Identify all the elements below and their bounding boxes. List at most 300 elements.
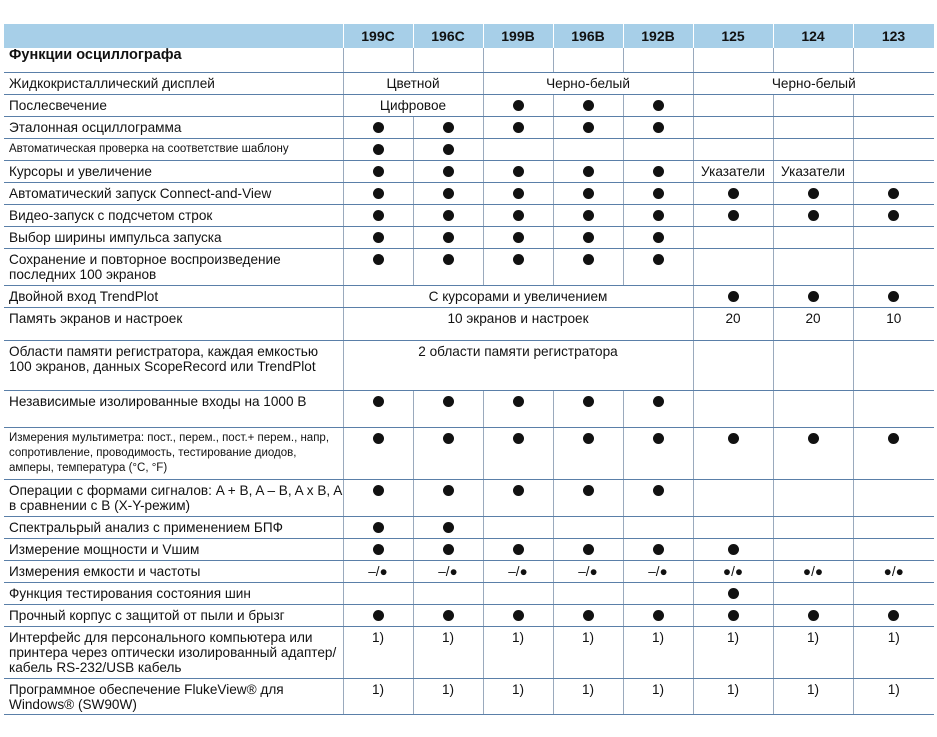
table-cell: –/● xyxy=(483,560,553,582)
table-row xyxy=(4,427,934,479)
header-corner xyxy=(4,24,343,48)
table-row xyxy=(4,626,934,678)
table-cell: 1) xyxy=(853,678,934,714)
table-row xyxy=(4,390,934,427)
table-cell xyxy=(693,94,773,116)
table-cell xyxy=(483,582,553,604)
table-row xyxy=(4,226,934,248)
feature-dot-cell xyxy=(413,427,483,479)
bullet-dot-icon xyxy=(513,610,524,621)
feature-dot-cell xyxy=(413,204,483,226)
table-cell: 20 xyxy=(773,307,853,340)
bullet-dot-icon xyxy=(513,122,524,133)
table-cell: 1) xyxy=(623,626,693,678)
table-cell: 1) xyxy=(483,678,553,714)
table-cell xyxy=(693,48,773,72)
feature-dot-cell xyxy=(553,538,623,560)
table-cell xyxy=(553,48,623,72)
feature-dot-cell xyxy=(413,182,483,204)
feature-dot-cell xyxy=(693,285,773,307)
bullet-dot-icon xyxy=(583,610,594,621)
column-header: 123 xyxy=(853,24,934,48)
bullet-dot-icon xyxy=(808,210,819,221)
table-cell xyxy=(853,582,934,604)
table-cell: Указатели xyxy=(693,160,773,182)
feature-dot-cell xyxy=(483,479,553,516)
table-cell xyxy=(553,516,623,538)
table-cell xyxy=(343,48,413,72)
bullet-dot-icon xyxy=(653,396,664,407)
feature-dot-cell xyxy=(413,516,483,538)
row-label: Память экранов и настроек xyxy=(4,307,343,340)
table-cell xyxy=(623,582,693,604)
table-cell xyxy=(773,94,853,116)
feature-dot-cell xyxy=(483,204,553,226)
table-cell: 2 области памяти регистратора xyxy=(343,340,693,390)
feature-dot-cell xyxy=(343,226,413,248)
column-header: 196C xyxy=(413,24,483,48)
feature-dot-cell xyxy=(343,604,413,626)
feature-dot-cell xyxy=(853,204,934,226)
bullet-dot-icon xyxy=(728,588,739,599)
table-cell: Черно-белый xyxy=(693,72,934,94)
table-cell xyxy=(853,340,934,390)
table-cell: Цифровое xyxy=(343,94,483,116)
table-cell xyxy=(623,516,693,538)
table-row xyxy=(4,479,934,516)
table-cell xyxy=(773,390,853,427)
feature-dot-cell xyxy=(773,604,853,626)
table-row xyxy=(4,538,934,560)
table-row xyxy=(4,582,934,604)
table-cell xyxy=(553,582,623,604)
bullet-dot-icon xyxy=(728,610,739,621)
bullet-dot-icon xyxy=(583,396,594,407)
feature-dot-cell xyxy=(483,427,553,479)
bullet-dot-icon xyxy=(728,188,739,199)
bullet-dot-icon xyxy=(653,166,664,177)
table-cell xyxy=(413,582,483,604)
feature-dot-cell xyxy=(483,390,553,427)
table-row xyxy=(4,248,934,285)
bullet-dot-icon xyxy=(443,188,454,199)
table-cell xyxy=(853,516,934,538)
table-cell: –/● xyxy=(343,560,413,582)
table-cell xyxy=(773,582,853,604)
bullet-dot-icon xyxy=(728,210,739,221)
row-label: Функция тестирования состояния шин xyxy=(4,582,343,604)
feature-dot-cell xyxy=(483,604,553,626)
feature-dot-cell xyxy=(343,160,413,182)
table-row xyxy=(4,307,934,340)
row-label: Независимые изолированные входы на 1000 В xyxy=(4,390,343,427)
column-header: 196B xyxy=(553,24,623,48)
feature-dot-cell xyxy=(413,248,483,285)
bullet-dot-icon xyxy=(443,254,454,265)
feature-dot-cell xyxy=(343,182,413,204)
feature-dot-cell xyxy=(773,182,853,204)
table-cell xyxy=(853,116,934,138)
table-cell: –/● xyxy=(553,560,623,582)
feature-dot-cell xyxy=(623,116,693,138)
table-cell xyxy=(693,479,773,516)
feature-dot-cell xyxy=(623,479,693,516)
table-cell xyxy=(773,248,853,285)
table-cell xyxy=(773,538,853,560)
bullet-dot-icon xyxy=(653,188,664,199)
feature-dot-cell xyxy=(623,248,693,285)
feature-dot-cell xyxy=(853,285,934,307)
table-cell: 1) xyxy=(413,678,483,714)
table-cell xyxy=(483,138,553,160)
bullet-dot-icon xyxy=(443,122,454,133)
column-header: 199C xyxy=(343,24,413,48)
table-row xyxy=(4,160,934,182)
table-cell xyxy=(553,138,623,160)
bullet-dot-icon xyxy=(373,122,384,133)
row-label: Жидкокристаллический дисплей xyxy=(4,72,343,94)
row-label: Интерфейс для персонального компьютера или принтера через оптически изолированный адаптер/кабель RS-232/USB кабель xyxy=(4,626,343,678)
row-label: Эталонная осциллограмма xyxy=(4,116,343,138)
feature-dot-cell xyxy=(483,538,553,560)
table-cell xyxy=(853,538,934,560)
table-cell xyxy=(853,479,934,516)
table-row xyxy=(4,72,934,94)
table-cell xyxy=(693,248,773,285)
table-row xyxy=(4,604,934,626)
table-cell: 1) xyxy=(343,678,413,714)
feature-dot-cell xyxy=(623,538,693,560)
bullet-dot-icon xyxy=(583,544,594,555)
feature-dot-cell xyxy=(853,427,934,479)
table-cell xyxy=(773,479,853,516)
feature-dot-cell xyxy=(483,160,553,182)
bullet-dot-icon xyxy=(888,291,899,302)
bullet-dot-icon xyxy=(443,544,454,555)
bullet-dot-icon xyxy=(888,210,899,221)
bullet-dot-icon xyxy=(808,188,819,199)
column-header: 192B xyxy=(623,24,693,48)
table-cell: 1) xyxy=(553,678,623,714)
row-label: Измерения мультиметра: пост., перем., пост.+ перем., напр, сопротивление, проводимость, тестирование диодов, амперы, температура (°C, °F) xyxy=(4,427,343,479)
row-label: Автоматическая проверка на соответствие шаблону xyxy=(4,138,343,160)
feature-dot-cell xyxy=(343,516,413,538)
feature-dot-cell xyxy=(693,604,773,626)
bullet-dot-icon xyxy=(583,210,594,221)
table-cell xyxy=(853,48,934,72)
bullet-dot-icon xyxy=(443,610,454,621)
bullet-dot-icon xyxy=(513,166,524,177)
table-cell xyxy=(773,48,853,72)
table-cell xyxy=(693,226,773,248)
table-cell xyxy=(693,390,773,427)
feature-dot-cell xyxy=(483,182,553,204)
table-cell xyxy=(773,138,853,160)
feature-dot-cell xyxy=(553,182,623,204)
table-cell xyxy=(773,516,853,538)
bullet-dot-icon xyxy=(653,254,664,265)
table-row xyxy=(4,340,934,390)
feature-dot-cell xyxy=(413,390,483,427)
bullet-dot-icon xyxy=(373,144,384,155)
feature-dot-cell xyxy=(483,94,553,116)
feature-dot-cell xyxy=(553,604,623,626)
bullet-dot-icon xyxy=(653,122,664,133)
bullet-dot-icon xyxy=(728,544,739,555)
section-row xyxy=(4,48,934,72)
feature-dot-cell xyxy=(413,226,483,248)
feature-dot-cell xyxy=(413,160,483,182)
table-cell xyxy=(693,516,773,538)
table-cell xyxy=(483,48,553,72)
bullet-dot-icon xyxy=(583,232,594,243)
bullet-dot-icon xyxy=(373,522,384,533)
bullet-dot-icon xyxy=(513,188,524,199)
table-row xyxy=(4,138,934,160)
bullet-dot-icon xyxy=(653,210,664,221)
bullet-dot-icon xyxy=(888,188,899,199)
feature-dot-cell xyxy=(623,204,693,226)
feature-dot-cell xyxy=(693,204,773,226)
feature-dot-cell xyxy=(623,226,693,248)
feature-dot-cell xyxy=(553,116,623,138)
bullet-dot-icon xyxy=(443,396,454,407)
table-cell xyxy=(413,48,483,72)
table-cell xyxy=(853,390,934,427)
table-cell xyxy=(853,226,934,248)
row-label: Программное обеспечение FlukeView® для Windows® (SW90W) xyxy=(4,678,343,714)
feature-dot-cell xyxy=(693,427,773,479)
feature-dot-cell xyxy=(623,427,693,479)
bullet-dot-icon xyxy=(513,544,524,555)
feature-dot-cell xyxy=(343,390,413,427)
feature-dot-cell xyxy=(693,582,773,604)
row-label: Видео-запуск с подсчетом строк xyxy=(4,204,343,226)
table-cell: ●/● xyxy=(773,560,853,582)
table-cell xyxy=(623,48,693,72)
bullet-dot-icon xyxy=(808,291,819,302)
table-cell: 20 xyxy=(693,307,773,340)
feature-dot-cell xyxy=(693,538,773,560)
feature-dot-cell xyxy=(553,160,623,182)
table-cell xyxy=(773,340,853,390)
table-row xyxy=(4,94,934,116)
table-body xyxy=(4,48,934,714)
bullet-dot-icon xyxy=(513,485,524,496)
row-label: Послесвечение xyxy=(4,94,343,116)
row-label: Выбор ширины импульса запуска xyxy=(4,226,343,248)
bullet-dot-icon xyxy=(513,254,524,265)
column-header: 124 xyxy=(773,24,853,48)
table-row xyxy=(4,204,934,226)
table-cell: 1) xyxy=(773,678,853,714)
feature-dot-cell xyxy=(623,160,693,182)
bullet-dot-icon xyxy=(653,100,664,111)
bullet-dot-icon xyxy=(443,210,454,221)
table-cell: 1) xyxy=(773,626,853,678)
table-cell xyxy=(623,138,693,160)
bullet-dot-icon xyxy=(373,210,384,221)
feature-dot-cell xyxy=(343,248,413,285)
bullet-dot-icon xyxy=(443,144,454,155)
table-cell: 1) xyxy=(853,626,934,678)
bullet-dot-icon xyxy=(373,188,384,199)
table-cell: ●/● xyxy=(693,560,773,582)
table-cell: Указатели xyxy=(773,160,853,182)
section-title: Функции осциллографа xyxy=(4,48,343,72)
bullet-dot-icon xyxy=(808,433,819,444)
bullet-dot-icon xyxy=(373,610,384,621)
feature-dot-cell xyxy=(553,427,623,479)
bullet-dot-icon xyxy=(373,485,384,496)
bullet-dot-icon xyxy=(728,433,739,444)
bullet-dot-icon xyxy=(443,433,454,444)
feature-dot-cell xyxy=(553,390,623,427)
bullet-dot-icon xyxy=(583,188,594,199)
row-label: Сохранение и повторное воспроизведение последних 100 экранов xyxy=(4,248,343,285)
bullet-dot-icon xyxy=(513,396,524,407)
feature-dot-cell xyxy=(553,226,623,248)
table-row xyxy=(4,560,934,582)
feature-dot-cell xyxy=(413,116,483,138)
feature-dot-cell xyxy=(553,204,623,226)
feature-dot-cell xyxy=(773,204,853,226)
bullet-dot-icon xyxy=(653,433,664,444)
table-cell xyxy=(343,582,413,604)
bullet-dot-icon xyxy=(583,433,594,444)
table-cell: 1) xyxy=(693,678,773,714)
feature-dot-cell xyxy=(553,94,623,116)
feature-dot-cell xyxy=(553,248,623,285)
table-cell xyxy=(693,138,773,160)
table-cell: 1) xyxy=(693,626,773,678)
row-label: Спектральрый анализ с применением БПФ xyxy=(4,516,343,538)
table-row xyxy=(4,116,934,138)
feature-dot-cell xyxy=(623,94,693,116)
feature-dot-cell xyxy=(413,479,483,516)
bullet-dot-icon xyxy=(653,544,664,555)
bullet-dot-icon xyxy=(653,485,664,496)
table-cell xyxy=(693,116,773,138)
feature-dot-cell xyxy=(413,538,483,560)
table-cell: 10 экранов и настроек xyxy=(343,307,693,340)
feature-dot-cell xyxy=(343,427,413,479)
table-row xyxy=(4,516,934,538)
row-label: Двойной вход TrendPlot xyxy=(4,285,343,307)
table-cell xyxy=(853,248,934,285)
feature-dot-cell xyxy=(623,390,693,427)
bullet-dot-icon xyxy=(443,485,454,496)
bullet-dot-icon xyxy=(513,232,524,243)
bullet-dot-icon xyxy=(443,166,454,177)
table-cell xyxy=(853,94,934,116)
table-cell xyxy=(773,116,853,138)
bullet-dot-icon xyxy=(583,100,594,111)
bullet-dot-icon xyxy=(583,166,594,177)
feature-dot-cell xyxy=(693,182,773,204)
bullet-dot-icon xyxy=(373,254,384,265)
features-table xyxy=(4,24,935,715)
header-row xyxy=(4,24,934,48)
feature-dot-cell xyxy=(413,604,483,626)
bullet-dot-icon xyxy=(513,210,524,221)
bullet-dot-icon xyxy=(583,254,594,265)
feature-dot-cell xyxy=(343,538,413,560)
table-row xyxy=(4,678,934,714)
bullet-dot-icon xyxy=(373,433,384,444)
bullet-dot-icon xyxy=(373,232,384,243)
table-cell xyxy=(693,340,773,390)
bullet-dot-icon xyxy=(653,232,664,243)
bullet-dot-icon xyxy=(513,433,524,444)
row-label: Измерение мощности и Vшим xyxy=(4,538,343,560)
bullet-dot-icon xyxy=(373,396,384,407)
table-cell: 1) xyxy=(483,626,553,678)
bullet-dot-icon xyxy=(443,522,454,533)
table-cell: ●/● xyxy=(853,560,934,582)
table-cell: 10 xyxy=(853,307,934,340)
bullet-dot-icon xyxy=(728,291,739,302)
table-cell xyxy=(773,226,853,248)
feature-dot-cell xyxy=(773,285,853,307)
feature-dot-cell xyxy=(623,604,693,626)
feature-dot-cell xyxy=(853,604,934,626)
table-cell: 1) xyxy=(413,626,483,678)
table-row xyxy=(4,182,934,204)
column-header: 199B xyxy=(483,24,553,48)
row-label: Курсоры и увеличение xyxy=(4,160,343,182)
bullet-dot-icon xyxy=(583,122,594,133)
table-cell: С курсорами и увеличением xyxy=(343,285,693,307)
feature-dot-cell xyxy=(343,204,413,226)
table-cell: Цветной xyxy=(343,72,483,94)
table-cell: 1) xyxy=(623,678,693,714)
bullet-dot-icon xyxy=(443,232,454,243)
feature-dot-cell xyxy=(343,116,413,138)
table-cell xyxy=(853,160,934,182)
row-label: Области памяти регистратора, каждая емкостью 100 экранов, данных ScopeRecord или TrendPlot xyxy=(4,340,343,390)
bullet-dot-icon xyxy=(888,610,899,621)
bullet-dot-icon xyxy=(583,485,594,496)
table-cell: 1) xyxy=(343,626,413,678)
table-cell: –/● xyxy=(623,560,693,582)
row-label: Автоматический запуск Connect-and-View xyxy=(4,182,343,204)
feature-dot-cell xyxy=(773,427,853,479)
feature-dot-cell xyxy=(483,248,553,285)
feature-dot-cell xyxy=(413,138,483,160)
feature-dot-cell xyxy=(853,182,934,204)
row-label: Операции с формами сигналов: A + B, A – B, A x B, A в сравнении с B (X-Y-режим) xyxy=(4,479,343,516)
feature-dot-cell xyxy=(483,226,553,248)
bullet-dot-icon xyxy=(653,610,664,621)
bullet-dot-icon xyxy=(808,610,819,621)
table-cell xyxy=(853,138,934,160)
table-cell: Черно-белый xyxy=(483,72,693,94)
bullet-dot-icon xyxy=(373,166,384,177)
feature-dot-cell xyxy=(623,182,693,204)
bullet-dot-icon xyxy=(888,433,899,444)
column-header: 125 xyxy=(693,24,773,48)
bullet-dot-icon xyxy=(373,544,384,555)
row-label: Измерения емкости и частоты xyxy=(4,560,343,582)
table-cell: 1) xyxy=(553,626,623,678)
bullet-dot-icon xyxy=(513,100,524,111)
feature-dot-cell xyxy=(483,116,553,138)
table-row xyxy=(4,285,934,307)
feature-dot-cell xyxy=(343,479,413,516)
table-cell xyxy=(483,516,553,538)
table-cell: –/● xyxy=(413,560,483,582)
